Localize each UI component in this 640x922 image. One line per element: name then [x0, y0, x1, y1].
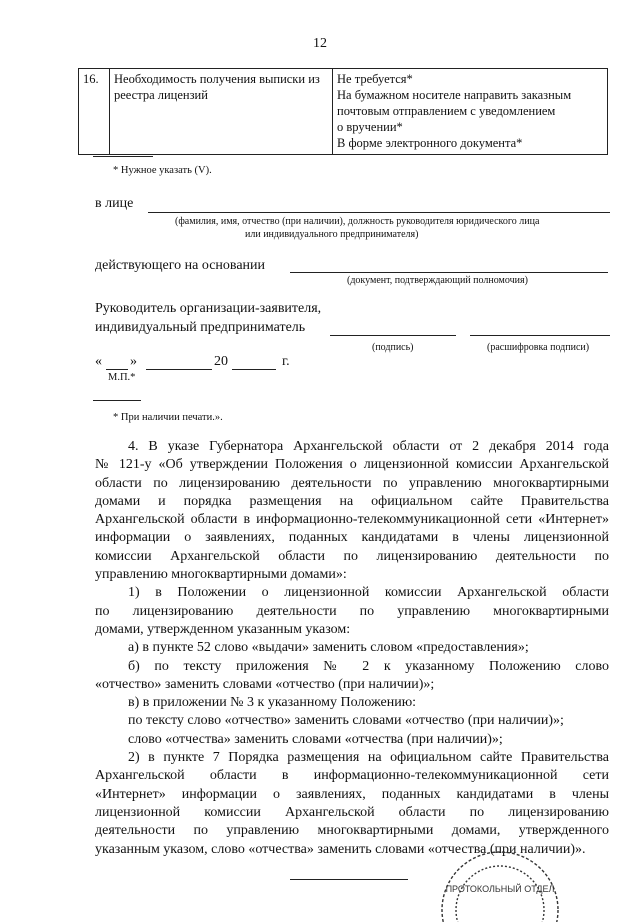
sub-v2: слово «отчества» заменить словами «отчества (при наличии)»; [128, 731, 503, 747]
stamp-place: М.П.* [108, 372, 136, 383]
sub-v1: по тексту слово «отчество» заменить словами «отчество (при наличии)»; [128, 713, 564, 729]
basis-label: действующего на основании [95, 258, 266, 273]
sub2-line: деятельности по управлению многоквартирными домами, утвержденного [95, 823, 609, 839]
sub2-line: «Интернет» информации о заявлениях, поданных кандидатами в члены [95, 786, 609, 802]
item4-line: информации о заявлениях, поданных кандидатами в члены лицензионной [95, 530, 609, 546]
option-electronic: В форме электронного документа* [337, 136, 523, 150]
in-person-line [148, 212, 610, 213]
item4-line: комиссии Архангельской области по лицензированию деятельности по [95, 548, 609, 564]
amendments-text [95, 438, 609, 859]
in-person-caption-2: или индивидуального предпринимателя) [245, 229, 419, 240]
seal-stamp-icon [438, 832, 562, 922]
signature-line-bottom [290, 879, 408, 880]
option-paper-1: На бумажном носителе направить заказным [337, 88, 572, 102]
table-row [79, 69, 608, 155]
footnote-separator-2 [93, 400, 141, 401]
option-paper-2: почтовым отправлением с уведомлением [337, 104, 556, 118]
seal-text: ПРОТОКОЛЬНЫЙ ОТДЕЛ [445, 884, 555, 894]
option-paper-3: о вручении* [337, 120, 403, 134]
options-cell [333, 69, 608, 155]
item4-line: области по лицензированию деятельности по управлению многоквартирными [95, 475, 609, 491]
date-year-prefix: 20 [214, 354, 228, 369]
date-year-line [232, 369, 276, 370]
sub1-line: по лицензированию деятельности по управлению многоквартирными [95, 603, 609, 619]
registry-extract-table [78, 68, 608, 155]
item4-line: № 121-у «Об утверждении Положения о лицензионной комиссии Архангельской [95, 457, 609, 473]
requirement-cell: Необходимость получения выписки из реестра лицензий [110, 69, 333, 155]
sub1-line: 1) в Положении о лицензионной комиссии Архангельской области [128, 585, 609, 601]
sub-v: в) в приложении № 3 к указанному Положению: [128, 695, 417, 711]
signatory-line-1: Руководитель организации-заявителя, [95, 301, 322, 316]
sub2-line: 2) в пункте 7 Порядка размещения на официальном сайте Правительства [128, 750, 609, 766]
date-day-line [106, 369, 128, 370]
page-number: 12 [313, 36, 327, 51]
in-person-label: в лице [95, 196, 134, 211]
sub2-line: лицензионной комиссии Архангельской области по лицензированию [95, 804, 609, 820]
item4-line: управлению многоквартирными домами»: [95, 567, 347, 583]
basis-line [290, 272, 608, 273]
basis-caption: (документ, подтверждающий полномочия) [347, 275, 528, 286]
date-month-line [146, 369, 212, 370]
decoding-line [470, 335, 610, 336]
sub-a: а) в пункте 52 слово «выдачи» заменить словом «предоставления»; [128, 640, 529, 656]
footnote-separator [93, 156, 153, 157]
sub1-line: домами, утвержденном указанным указом: [95, 621, 351, 637]
sub-b-line: «отчество» заменить словами «отчество (при наличии)»; [95, 676, 435, 692]
footnote-stamp: * При наличии печати.». [113, 412, 223, 423]
in-person-caption-1: (фамилия, имя, отчество (при наличии), должность руководителя юридического лица [175, 216, 540, 227]
footnote-select: * Нужное указать (V). [113, 165, 212, 176]
item4-line: 4. В указе Губернатора Архангельской области от 2 декабря 2014 года [128, 439, 609, 454]
signatory-line-2: индивидуальный предприниматель [95, 320, 306, 335]
signature-line [330, 335, 456, 336]
signature-caption: (подпись) [372, 342, 414, 353]
decoding-caption: (расшифровка подписи) [487, 342, 590, 353]
row-number: 16. [79, 69, 110, 155]
item4-line: Архангельской области в информационно-телекоммуникационной сети «Интернет» [95, 512, 609, 528]
date-year-suffix: г. [282, 354, 290, 369]
item4-line: домами и порядка размещения на официальном сайте Правительства [95, 493, 609, 509]
sub-b-line: б) по тексту приложения № 2 к указанному Положению слово [128, 658, 609, 674]
sub2-line: указанным указом, слово «отчества» заменить словами «отчества (при наличии)». [95, 841, 586, 857]
sub2-line: Архангельской области в информационно-телекоммуникационной сети [95, 768, 609, 784]
date-close-quote: » [130, 354, 137, 369]
option-not-required: Не требуется* [337, 72, 413, 86]
date-open-quote: « [95, 354, 102, 369]
